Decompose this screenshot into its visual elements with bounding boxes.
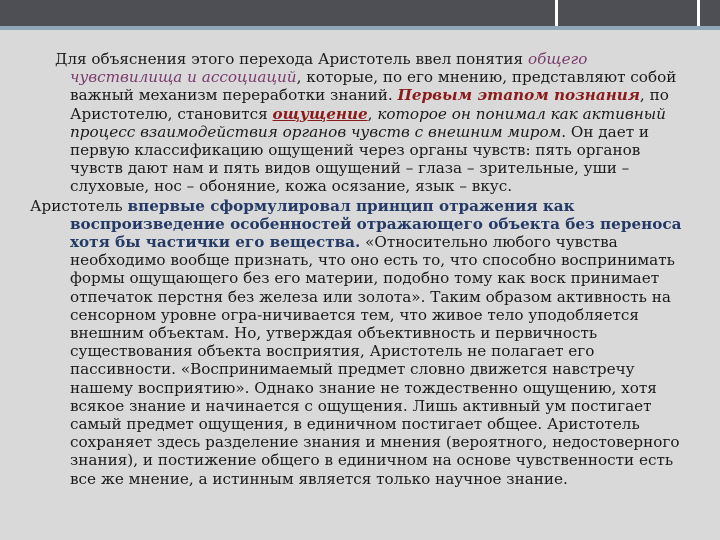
paragraph-1 bbox=[30, 50, 685, 196]
text-run: «Относительно любого чувства необходимо вообще признать, что оно есть то, что способно воспринимать формы ощущающего без его материи, подобно тому как воск принимает отпечаток перстня без железа или золота». Таким образом активность на сенсорном уровне огра-ничивается тем, что живое тело уподобляется внешним объектам. Но, утверждая объективность и первичность существования объекта восприятия, Аристотель не полагает его пассивности. «Воспринимаемый предмет словно движется навстречу нашему восприятию». Однако знание не тождественно ощущению, хотя всякое знание и начинается с ощущения. Лишь активный ум постигает самый предмет ощущения, в единичном постигает общее. Аристотель сохраняет здесь разделение знания и мнения (вероятного, недостоверного знания), и постижение общего в единичном на основе чувственности есть все же мнение, а истинным является только научное знание. bbox=[70, 233, 680, 488]
term-common-sense: общего чувствилища и ассоциаций bbox=[70, 50, 588, 87]
text-run: , по Аристотелю, становится bbox=[70, 86, 669, 123]
text-run: Для объяснения этого перехода Аристотель ввел понятия bbox=[55, 50, 528, 68]
tab-separator bbox=[697, 0, 700, 26]
title-bar bbox=[0, 0, 720, 26]
text-run: , bbox=[367, 104, 378, 123]
tab-separator bbox=[555, 0, 558, 26]
slide-body bbox=[30, 50, 685, 488]
text-run: , которые, по его мнению, представляют собой важный механизм переработки знаний. bbox=[70, 68, 677, 105]
text-run: Аристотель bbox=[30, 196, 128, 215]
accent-line bbox=[0, 26, 720, 30]
sensation-definition: которое он понимал как активный процесс взаимодействия органов чувств с внешним миром bbox=[70, 104, 666, 141]
text-run: . Он дает и первую классификацию ощущений через органы чувств: пять органов чувств дают нам и пять видов ощущений – глаза – зрительные, уши –слуховые, нос – обоняние, кожа осязание, язык – вкус. bbox=[70, 122, 650, 196]
paragraph-2 bbox=[30, 197, 685, 488]
term-first-stage: Первым этапом познания bbox=[397, 86, 640, 105]
term-sensation: ощущение bbox=[272, 104, 368, 123]
reflection-principle: впервые сформулировал принцип отражения как воспроизведение особенностей отражающего объекта без переноса хотя бы частички его вещества. bbox=[70, 196, 682, 252]
